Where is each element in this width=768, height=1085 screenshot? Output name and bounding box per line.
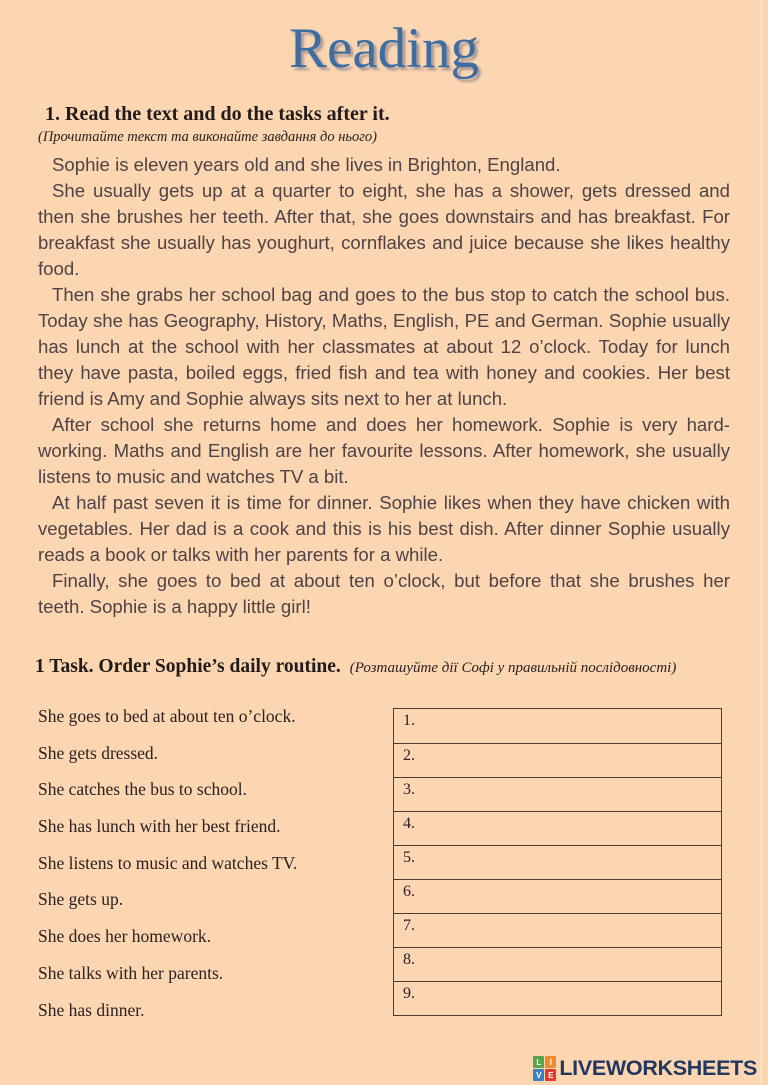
task-item-list: [38, 706, 378, 1036]
passage-paragraph: Then she grabs her school bag and goes to the bus stop to catch the school bus. Today she has Geography, History, Maths, English, PE and German. Sophie usually has lunch at the school with her classmates at about 12 o’clock. Today for lunch they have pasta, boiled eggs, fried fish and tea with honey and cookies. Her best friend is Amy and Sophie always sits next to her at lunch.: [38, 284, 730, 409]
answer-row-2[interactable]: [394, 743, 721, 777]
task-item: She has dinner.: [38, 999, 145, 1020]
answer-row-1[interactable]: [394, 709, 721, 743]
passage-paragraph: She usually gets up at a quarter to eight, she has a shower, gets dressed and then she brushes her teeth. After that, she goes downstairs and has breakfast. For breakfast she usually has youghurt, cornflakes and juice because she likes healthy food.: [38, 180, 730, 279]
answer-row-number: 1.: [403, 712, 415, 729]
reading-heading: 1. Read the text and do the tasks after it.: [45, 103, 390, 125]
passage-paragraph: Sophie is eleven years old and she lives in Brighton, England.: [52, 154, 561, 175]
answer-row-7[interactable]: [394, 913, 721, 947]
task-heading: 1 Task. Order Sophie’s daily routine.: [35, 656, 341, 677]
answer-row-3[interactable]: [394, 777, 721, 811]
answer-row-6[interactable]: [394, 879, 721, 913]
answer-row-number: 6.: [403, 883, 415, 900]
answer-row-5[interactable]: [394, 845, 721, 879]
task-item: She catches the bus to school.: [38, 779, 247, 800]
task-item: She gets dressed.: [38, 742, 159, 763]
answer-row-number: 2.: [403, 747, 415, 764]
passage-paragraph: After school she returns home and does her homework. Sophie is very hard-working. Maths and English are her favourite lessons. After homework, she usually listens to music and watches TV a bit.: [38, 414, 730, 487]
task-heading-translation: (Розташуйте дії Софі у правильній послідовності): [349, 660, 677, 676]
answer-row-number: 8.: [403, 951, 415, 968]
answer-row-number: 5.: [403, 849, 415, 866]
reading-heading-translation: (Прочитайте текст та виконайте завдання до нього): [38, 129, 377, 145]
task-item: She goes to bed at about ten o’clock.: [38, 706, 296, 726]
answer-row-8[interactable]: [394, 947, 721, 981]
brand-name: LIVEWORKSHEETS: [559, 1056, 757, 1080]
answer-row-number: 7.: [403, 917, 415, 934]
task-item: She talks with her parents.: [38, 962, 224, 983]
task-item: She has lunch with her best friend.: [38, 816, 281, 837]
answer-row-number: 3.: [403, 781, 415, 798]
task-heading-row: [35, 656, 735, 678]
brand-footer: [533, 1056, 757, 1081]
passage-paragraph: Finally, she goes to bed at about ten o’clock, but before that she brushes her teeth. Sophie is a happy little girl!: [38, 570, 730, 617]
answer-row-number: 4.: [403, 815, 415, 832]
page-edge-line: [760, 0, 762, 1085]
logo-letter-i: I: [545, 1056, 556, 1068]
task-item: She listens to music and watches TV.: [38, 852, 298, 873]
page-title: Reading: [289, 17, 479, 80]
logo-letter-e: E: [545, 1069, 556, 1081]
answer-row-number: 9.: [403, 985, 415, 1002]
task-item: She gets up.: [38, 889, 124, 910]
task-item: She does her homework.: [38, 926, 212, 947]
logo-letter-v: V: [533, 1069, 544, 1081]
reading-passage: [38, 152, 730, 620]
answer-table: [393, 708, 722, 1016]
passage-paragraph: At half past seven it is time for dinner. Sophie likes when they have chicken with vegetables. Her dad is a cook and this is his best dish. After dinner Sophie usually reads a book or talks with her parents for a while.: [38, 492, 730, 565]
answer-row-4[interactable]: [394, 811, 721, 845]
answer-row-9[interactable]: [394, 981, 721, 1015]
liveworksheets-logo-icon: [533, 1056, 556, 1081]
logo-letter-l: L: [533, 1056, 544, 1068]
